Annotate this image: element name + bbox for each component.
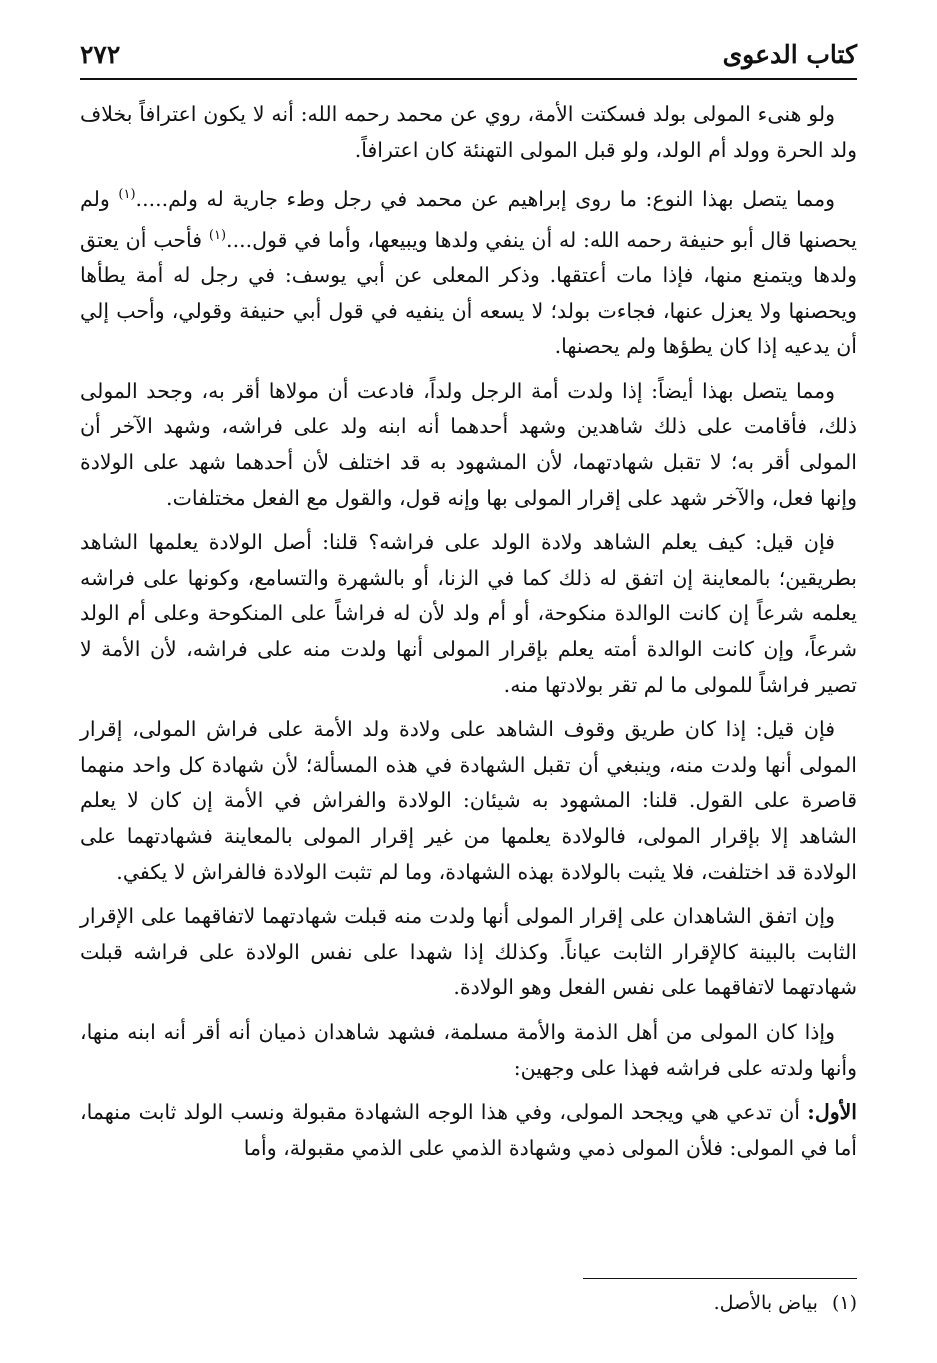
paragraph-8 — [80, 1095, 857, 1166]
page-header — [80, 38, 857, 80]
footnote-number: (١) — [831, 1292, 857, 1314]
paragraph-4: فإن قيل: كيف يعلم الشاهد ولادة الولد على فراشه؟ قلنا: أصل الولادة يعلمها الشاهد بطريقين؛ بالمعاينة إن اتفق له ذلك كما في الزنا، أو بالشهرة والتسامع، وكونها على فراشه يعلمه شرعاً إن كانت الوالدة منكوحة، أو أم ولد لأن له فراشاً على المنكوحة وعلى أم الولد شرعاً، وإن كانت الوالدة أمته يعلم بإقرار المولى أنها ولدت منه على فراشه، لأن الأمة لا تصير فراشاً للمولى ما لم تقر بولادتها منه. — [80, 530, 857, 697]
paragraph-6: وإن اتفق الشاهدان على إقرار المولى أنها ولدت منه قبلت شهادتهما لاتفاقهما على الإقرار الثابت بالبينة كالإقرار الثابت عياناً. وكذلك إذا شهدا على نفس الولادة على فراشه قبلت شهادتهما لاتفاقهما على نفس الفعل وهو الولادة. — [80, 904, 857, 1000]
paragraph-2 — [80, 177, 857, 365]
page-body — [80, 97, 857, 1175]
footnote-text: بياض بالأصل. — [713, 1292, 818, 1314]
paragraph-2-part-a: ومما يتصل بهذا النوع: ما روى إبراهيم عن محمد في رجل وطء جارية له ولم..... — [135, 187, 835, 212]
paragraph-3: ومما يتصل بهذا أيضاً: إذا ولدت أمة الرجل ولداً، فادعت أن مولاها أقر به، وجحد المولى ذلك، فأقامت على ذلك شاهدين وشهد أحدهما أنه ابنه ولد على فراشه، وشهد الآخر أن المولى أقر به؛ لا تقبل شهادتهما، لأن المشهود به قد اختلف لأن أحدهما شهد على الولادة وإنها فعل، والآخر شهد على إقرار المولى بها وإنه قول، والقول مع الفعل مختلفات. — [80, 378, 857, 510]
footnote-reference: (١) — [118, 187, 136, 203]
paragraph-8-lead: الأول: — [807, 1100, 857, 1125]
page-number: ٢٧٢ — [80, 40, 121, 69]
book-title: كتاب الدعوى — [722, 40, 857, 69]
paragraph-2-part-c: فأحب أن يعتق ولدها ويتمنع منها، فإذا مات أعتقها. وذكر المعلى عن أبي يوسف: في رجل له أمة يطأها ويحصنها ولا يعزل عنها، فجاءت بولد؛ لا يسعه أن ينفيه في قول أبي حنيفة وقولي، وأحب إلي أن يدعيه إذا كان يطؤها ولم يحصنها. — [80, 227, 857, 359]
paragraph-8-text: أن تدعي هي ويجحد المولى، وفي هذا الوجه الشهادة مقبولة ونسب الولد ثابت منهما، أما في المولى: فلأن المولى ذمي وشهادة الذمي على الذمي مقبولة، وأما — [80, 1100, 857, 1160]
paragraph-1: ولو هنىء المولى بولد فسكتت الأمة، روي عن محمد رحمه الله: أنه لا يكون اعترافاً بخلاف ولد الحرة وولد أم الولد، ولو قبل المولى التهنئة كان اعترافاً. — [80, 102, 857, 162]
paragraph-2-part-b: ولم يحصنها قال أبو حنيفة رحمه الله: له أن ينفي ولدها ويبيعها، وأما في قول.... — [80, 187, 857, 252]
footnote-divider — [583, 1278, 857, 1279]
footnote — [714, 1292, 857, 1314]
paragraph-5: فإن قيل: إذا كان طريق وقوف الشاهد على ولادة ولد الأمة على فراش المولى، إقرار المولى أنها ولدت منه، وينبغي أن تقبل الشهادة في هذه المسألة؛ لأن شهادة كل واحد منهما قاصرة على القول. قلنا: المشهود به شيئان: الولادة والفراش في الأمة إن كان لا يعلم الشاهد إلا بإقرار المولى، فالولادة يعلمها من غير إقرار المولى بالمعاينة فشهادتهما على الولادة قد اختلفت، فلا يثبت بالولادة بهذه الشهادة، وما لم تثبت الولادة فالفراش لا يكفي. — [80, 717, 857, 884]
footnote-reference: (١) — [208, 227, 227, 243]
paragraph-7: وإذا كان المولى من أهل الذمة والأمة مسلمة، فشهد شاهدان ذميان أنه أقر أنه ابنه منها، وأنها ولدته على فراشه فهذا على وجهين: — [80, 1019, 857, 1080]
